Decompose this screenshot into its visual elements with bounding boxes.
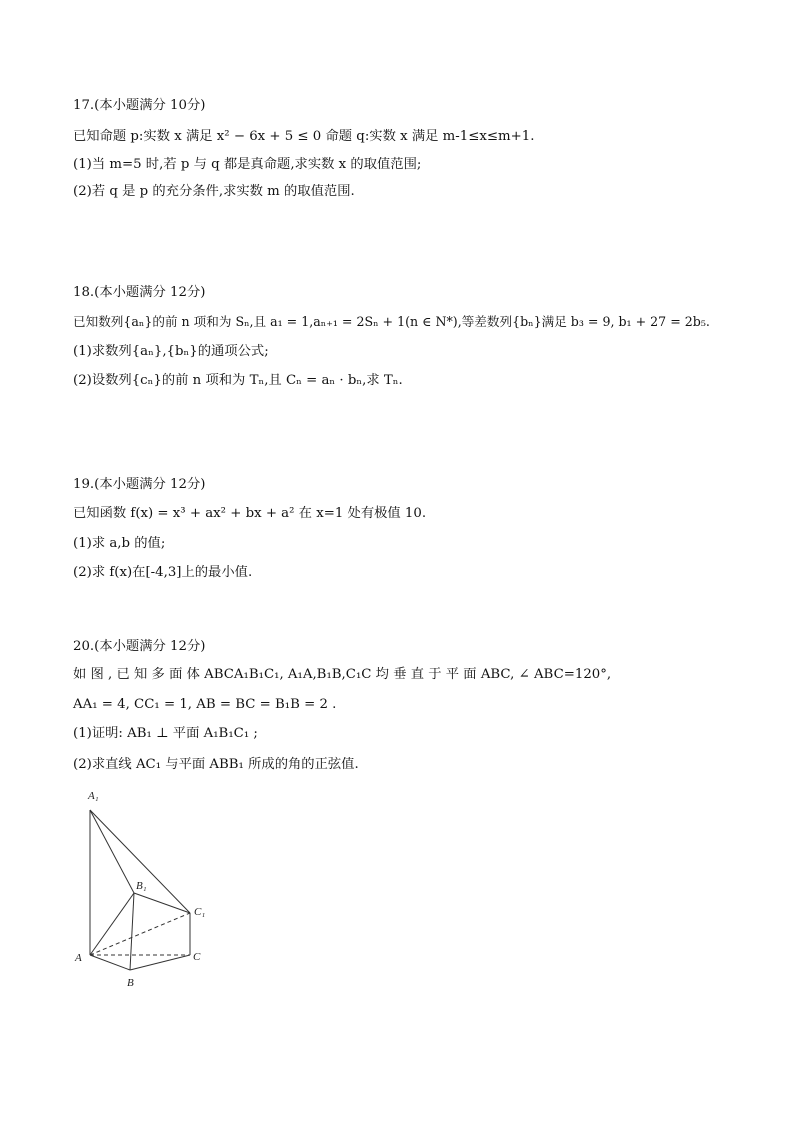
q17-stem: 已知命题 p:实数 x 满足 x² − 6x + 5 ≤ 0 命题 q:实数 x 满足 m-1≤x≤m+1. [73, 129, 535, 144]
edge-b1-c1 [134, 893, 190, 913]
polyhedron-figure [72, 785, 217, 995]
q18-stem: 已知数列{aₙ}的前 n 项和为 Sₙ,且 a₁ = 1,aₙ₊₁ = 2Sₙ + 1(n ∈ N*),等差数列{bₙ}满足 b₃ = 9, b₁ + 27 = 2b₅. [73, 314, 710, 329]
q17-part1: (1)当 m=5 时,若 p 与 q 都是真命题,求实数 x 的取值范围; [73, 157, 422, 172]
edge-a1-b1 [90, 810, 134, 893]
edge-b1-b [130, 893, 134, 970]
q20-part1: (1)证明: AB₁ ⊥ 平面 A₁B₁C₁ ; [73, 726, 258, 741]
label-b1: B₁ [136, 880, 147, 892]
q18-part2: (2)设数列{cₙ}的前 n 项和为 Tₙ,且 Cₙ = aₙ · bₙ,求 Tₙ. [73, 373, 403, 388]
q20-stem-line2: AA₁ = 4, CC₁ = 1, AB = BC = B₁B = 2 . [73, 697, 337, 712]
q18-part1: (1)求数列{aₙ},{bₙ}的通项公式; [73, 344, 269, 359]
label-a: A [75, 952, 82, 964]
label-c: C [193, 951, 201, 963]
q19-stem: 已知函数 f(x) = x³ + ax² + bx + a² 在 x=1 处有极值 10. [73, 506, 427, 521]
edge-b-c [130, 955, 190, 970]
edge-a1-c1 [90, 810, 190, 913]
q18-header: 18.(本小题满分 12分) [73, 285, 206, 300]
q17-part2: (2)若 q 是 p 的充分条件,求实数 m 的取值范围. [73, 184, 355, 199]
q20-header: 20.(本小题满分 12分) [73, 639, 206, 654]
q17-header: 17.(本小题满分 10分) [73, 98, 206, 113]
label-b: B [127, 977, 134, 989]
edge-a-b [90, 955, 130, 970]
q20-stem-line1: 如 图 , 已 知 多 面 体 ABCA₁B₁C₁, A₁A,B₁B,C₁C 均 垂 直 于 平 面 ABC, ∠ ABC=120°, [73, 667, 612, 682]
label-c1: C₁ [194, 906, 206, 918]
q20-part2: (2)求直线 AC₁ 与平面 ABB₁ 所成的角的正弦值. [73, 757, 359, 772]
q19-part2: (2)求 f(x)在[-4,3]上的最小值. [73, 565, 253, 580]
label-a1: A₁ [88, 790, 99, 802]
q19-header: 19.(本小题满分 12分) [73, 477, 206, 492]
q19-part1: (1)求 a,b 的值; [73, 536, 166, 551]
